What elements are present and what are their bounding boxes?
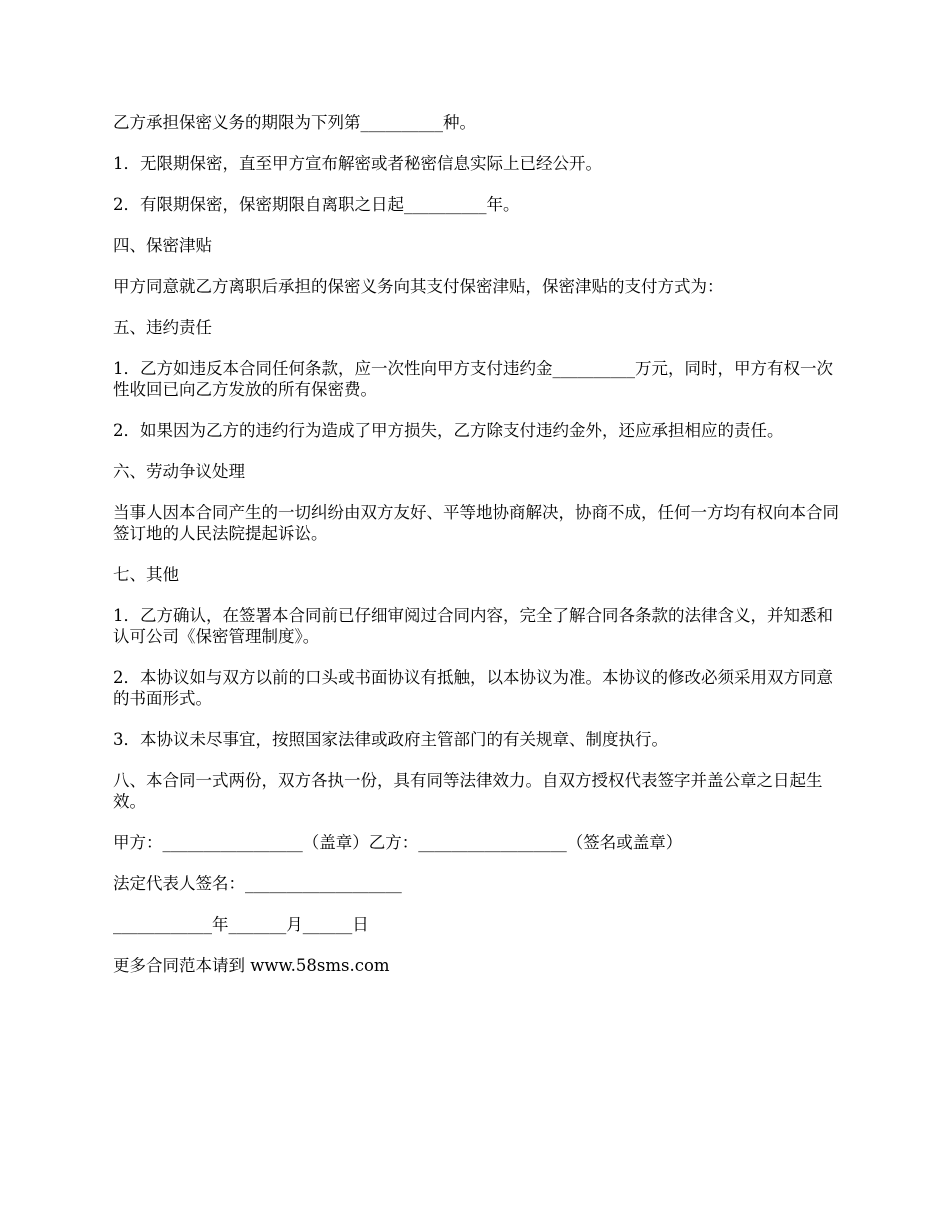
- party-signature-line: 甲方：_________________（盖章）乙方：__________________（签名或盖章）: [113, 833, 683, 852]
- legal-representative-line: 法定代表人签名：___________________: [113, 874, 402, 893]
- other-clause-3: 3．本协议未尽事宜，按照国家法律或政府主管部门的有关规章、制度执行。: [113, 730, 668, 749]
- term-choice-paragraph: 乙方承担保密义务的期限为下列第__________种。: [113, 113, 476, 132]
- liability-clause-2: 2．如果因为乙方的违约行为造成了甲方损失，乙方除支付违约金外，还应承担相应的责任。: [113, 421, 784, 440]
- section-heading-dispute: 六、劳动争议处理: [113, 462, 245, 481]
- section-heading-other: 七、其他: [113, 565, 179, 584]
- liability-clause-1: 1．乙方如违反本合同任何条款，应一次性向甲方支付违约金__________万元，同时，甲方有权一次性收回已向乙方发放的所有保密费。: [113, 359, 833, 399]
- other-clause-2: 2．本协议如与双方以前的口头或书面协议有抵触，以本协议为准。本协议的修改必须采用双方同意的书面形式。: [113, 668, 833, 708]
- other-clause-1: 1．乙方确认，在签署本合同前已仔细审阅过合同内容，完全了解合同各条款的法律含义，并知悉和认可公司《保密管理制度》。: [113, 606, 833, 646]
- date-line: ____________年_______月______日: [113, 915, 369, 934]
- term-option-1: 1．无限期保密，直至甲方宣布解密或者秘密信息实际上已经公开。: [113, 154, 602, 173]
- term-option-2: 2．有限期保密，保密期限自离职之日起__________年。: [113, 195, 520, 214]
- document-body: [113, 112, 843, 976]
- section-heading-liability: 五、违约责任: [113, 318, 212, 337]
- dispute-paragraph: 当事人因本合同产生的一切纠纷由双方友好、平等地协商解决，协商不成，任何一方均有权向本合同签订地的人民法院提起诉讼。: [113, 503, 839, 543]
- section-eight-paragraph: 八、本合同一式两份，双方各执一份，具有同等法律效力。自双方授权代表签字并盖公章之日起生效。: [113, 771, 823, 811]
- footer-link-text: 更多合同范本请到 www.58sms.com: [113, 956, 390, 975]
- section-heading-allowance: 四、保密津贴: [113, 236, 212, 255]
- allowance-paragraph: 甲方同意就乙方离职后承担的保密义务向其支付保密津贴，保密津贴的支付方式为：: [113, 277, 724, 296]
